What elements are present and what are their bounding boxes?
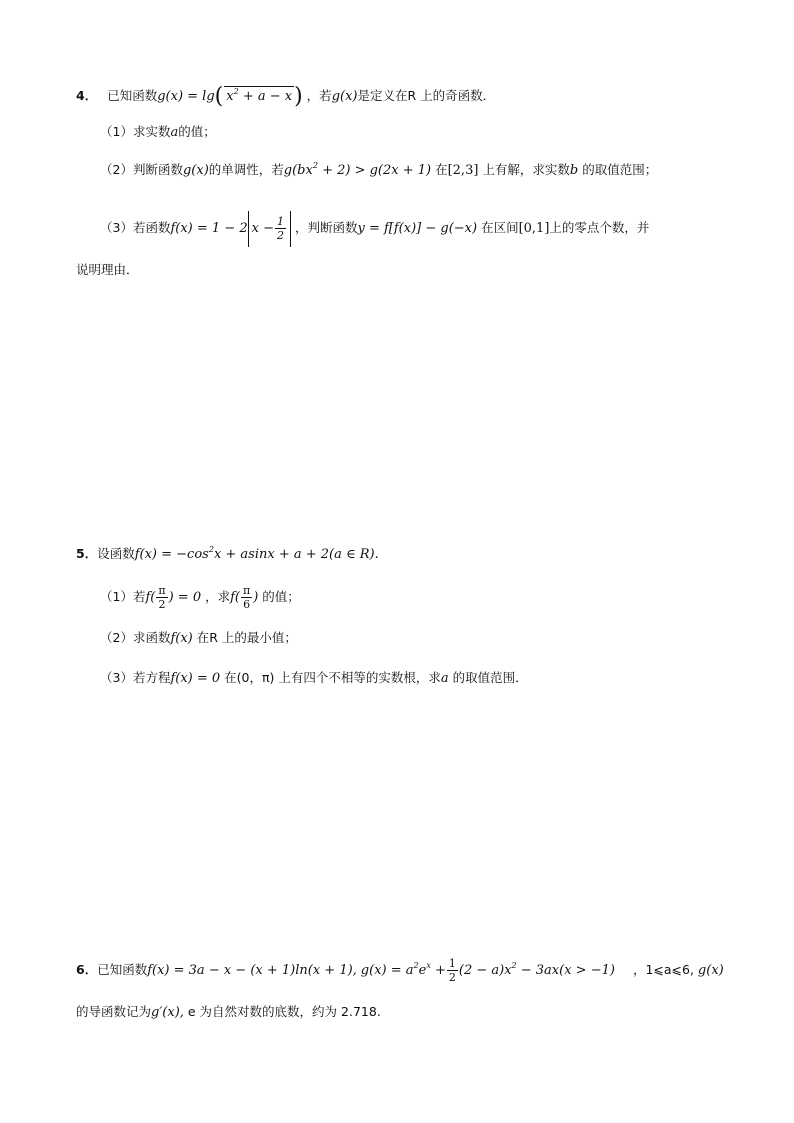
q6-line2: 的导函数记为g′(x), e 为自然对数的底数，约为 2.718. bbox=[76, 1004, 381, 1020]
q6-number: 6． bbox=[76, 962, 98, 977]
q5-part3: （3）若方程f(x) = 0 在(0，π) 上有四个不相等的实数根，求a 的取值范围． bbox=[100, 670, 528, 686]
q4-part1: （1）求实数a的值； bbox=[100, 124, 216, 140]
q5-part1: （1）若f( $\frac{\pi}{2}$ ) = 0 ，求f( $\frac{\pi}{6}$ ) 的值； bbox=[100, 584, 300, 611]
q4-part3-cont: 说明理由． bbox=[76, 262, 139, 277]
q5-number: 5． bbox=[76, 546, 98, 561]
q4-number: 4． bbox=[76, 88, 98, 103]
q4-stem: 4． 已知函数g(x) = lg( $x^2 + a - x$) ，若g(x)是定义在R 上的奇函数． bbox=[76, 84, 496, 109]
q5-stem: 5．设函数$f(x) = -\cos^2x + asinx + a + 2(a$ ∈ R). bbox=[76, 545, 379, 562]
q6-stem: 6．已知函数f(x) = 3a − x − (x + 1)ln(x + 1), $g(x) = a^2e^x$ + $\frac{1}{2}$ $(2 - a)x^2 - 3ax(x > -1)$ ，1⩽a⩽6, g(x) bbox=[76, 957, 724, 984]
q5-part2: （2）求函数f(x) 在R 上的最小值； bbox=[100, 630, 297, 646]
q4-part2: （2）判断函数g(x)的单调性，若$g(bx^2 + 2) > g(2x + 1)$ 在[2,3] 上有解，求实数b 的取值范围； bbox=[100, 161, 658, 178]
q4-part3: （3）若函数f(x) = 1 − 2 x − $\frac{1}{2}$ ，判断函数y = f[f(x)] − g(−x) 在区间[0,1]上的零点个数，并 bbox=[100, 208, 649, 249]
